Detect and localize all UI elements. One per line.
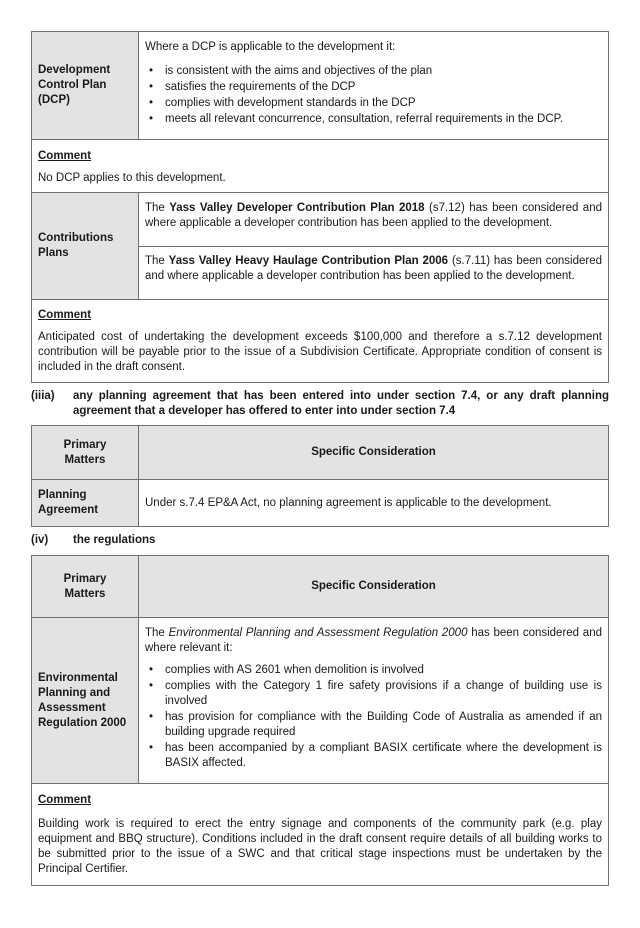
regulation-bullet: • has provision for compliance with the Building Code of Australia as amended if an building upgrade required (145, 710, 602, 740)
regulation-title: Environmental Planning and Assessment Regulation 2000 (168, 627, 468, 639)
comment-heading: Comment (38, 309, 92, 321)
comment-text: Building work is required to erect the entry signage and components of the community park (e.g. play equipment and BBQ structure). Conditions included in the draft consent require details of all building works to be submitted prior to the issue of a SWC and that critical stage inspections must be undertaken by the Principal Certifier. (38, 818, 602, 875)
dcp-intro: Where a DCP is applicable to the development it: (145, 41, 396, 53)
section-number: (iv) (31, 534, 49, 546)
contributions-comment (32, 300, 608, 382)
section-iv-heading (31, 533, 609, 548)
regulation-row (32, 617, 608, 783)
planning-agreement-row (32, 479, 608, 526)
regulation-comment (32, 784, 608, 885)
dcp-bullet: • satisfies the requirements of the DCP (145, 80, 602, 95)
dcp-content (139, 32, 608, 139)
comment-heading: Comment (38, 794, 92, 806)
dcp-bullet: • is consistent with the aims and objectives of the plan (145, 64, 602, 79)
comment-text: Anticipated cost of undertaking the development exceeds $100,000 and therefore a s.7.12 development contribution will be payable prior to the issue of a Subdivision Certificate. Appropriate condition of consent is included in the draft consent. (38, 331, 602, 373)
dcp-comment (32, 140, 232, 192)
regulation-content (139, 618, 608, 783)
planning-agreement-label: Planning Agreement (32, 480, 139, 526)
contributions-label: Contributions Plans (32, 193, 139, 299)
regulations-table (31, 555, 609, 886)
header-primary-matters: Primary Matters (32, 556, 139, 617)
plan-2006-title: Yass Valley Heavy Haulage Contribution Plan 2006 (168, 255, 449, 267)
section-text: the regulations (73, 534, 156, 546)
dcp-bullet: • meets all relevant concurrence, consultation, referral requirements in the DCP. (145, 112, 602, 127)
regulation-bullet: • complies with the Category 1 fire safety provisions if a change of building use is involved (145, 679, 602, 709)
header-specific-consideration: Specific Consideration (139, 426, 608, 479)
header-specific-consideration: Specific Consideration (139, 556, 608, 617)
section-text: any planning agreement that has been entered into under section 7.4, or any draft planning agreement that a developer has offered to enter into under section 7.4 (73, 390, 609, 417)
contributions-content (139, 193, 608, 299)
dcp-row (32, 32, 608, 139)
dcp-bullet: • complies with development standards in the DCP (145, 96, 602, 111)
regulation-intro: The Environmental Planning and Assessment Regulation 2000 has been considered and where relevant it: (145, 627, 602, 654)
header-row (32, 426, 608, 479)
header-row (32, 556, 608, 617)
regulation-bullet: • has been accompanied by a compliant BASIX certificate where the development is BASIX affected. (145, 741, 602, 771)
section-number: (iiia) (31, 390, 55, 402)
planning-agreement-table (31, 425, 609, 527)
regulation-bullet-list (145, 663, 602, 771)
comment-text: No DCP applies to this development. (38, 172, 226, 184)
dcp-bullet-list (145, 64, 602, 127)
dcp-contributions-table (31, 31, 609, 383)
planning-agreement-text: Under s.7.4 EP&A Act, no planning agreement is applicable to the development. (145, 496, 552, 509)
header-primary-matters: Primary Matters (32, 426, 139, 479)
comment-heading: Comment (38, 150, 92, 162)
dcp-label: Development Control Plan (DCP) (32, 32, 139, 139)
plan-2018-title: Yass Valley Developer Contribution Plan 2018 (169, 202, 425, 214)
section-iiia-heading (31, 389, 609, 419)
regulation-label: Environmental Planning and Assessment Regulation 2000 (32, 618, 139, 783)
contribution-plan-2018: The Yass Valley Developer Contribution Plan 2018 (s7.12) has been considered and where applicable a developer contribution has been applied to the development. (145, 202, 602, 229)
regulation-comment-row (32, 783, 608, 885)
dcp-comment-row (32, 139, 608, 192)
contributions-comment-row (32, 299, 608, 382)
contribution-plan-2006: The Yass Valley Heavy Haulage Contribution Plan 2006 (s.7.11) has been considered and where applicable a developer contribution has been applied to the development. (139, 246, 608, 299)
contributions-row (32, 192, 608, 299)
regulation-bullet: • complies with AS 2601 when demolition is involved (145, 663, 602, 678)
